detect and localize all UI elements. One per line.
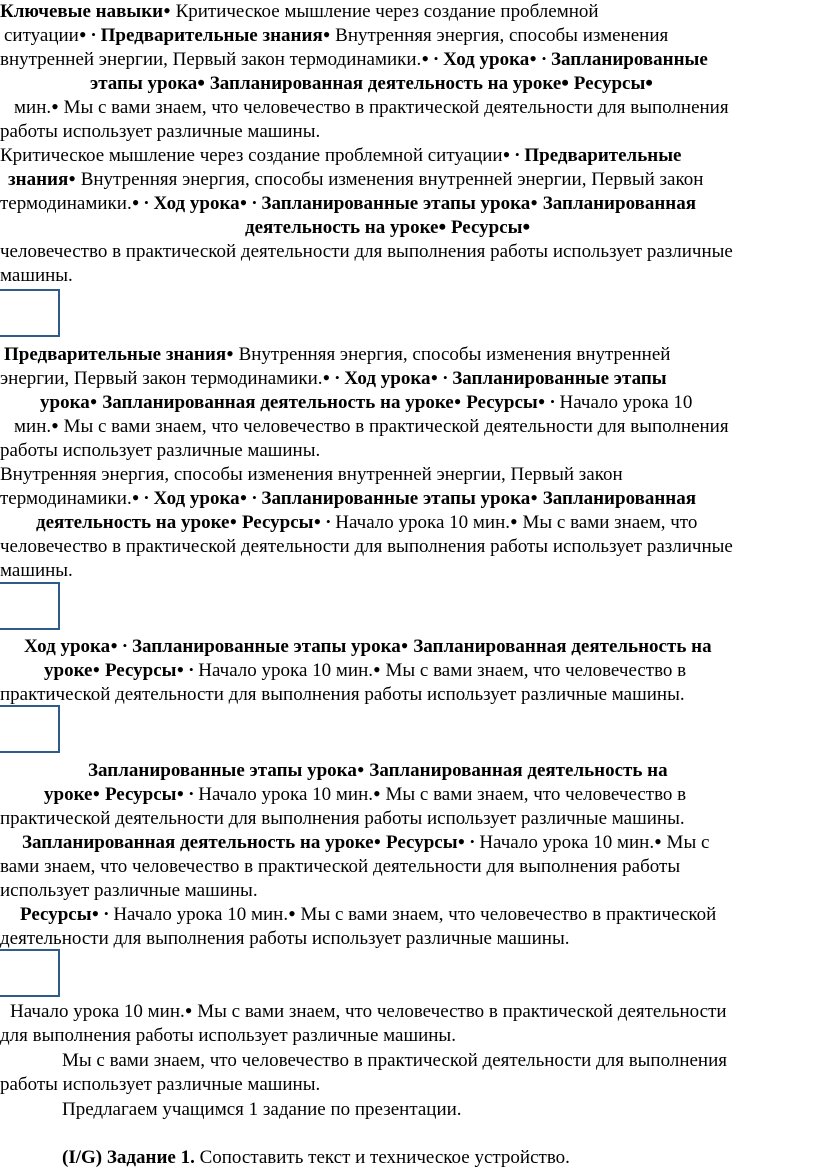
checkbox[interactable]: [0, 705, 60, 753]
text-line: ситуации• • Предварительные знания• Внутренняя энергия, способы изменения: [4, 22, 669, 47]
text-line: уроке• Ресурсы• • Начало урока 10 мин.• Мы с вами знаем, что человечество в: [44, 781, 687, 806]
text-line: Ресурсы• • Начало урока 10 мин.• Мы с вами знаем, что человечество в практической: [20, 901, 717, 926]
text-line: Ключевые навыки• Критическое мышление через создание проблемной: [0, 0, 599, 23]
text-line: деятельность на уроке• Ресурсы•: [245, 214, 531, 239]
text-line: Предварительные знания• Внутренняя энергия, способы изменения внутренней: [4, 341, 671, 366]
text-line: работы использует различные машины.: [0, 121, 321, 142]
text-line: мин.• Мы с вами знаем, что человечество в практической деятельности для выполнения: [14, 94, 729, 119]
text-line: машины.: [0, 560, 73, 581]
text-line: этапы урока• Запланированная деятельность на уроке• Ресурсы•: [90, 70, 653, 95]
task-line: (I/G) Задание 1. Сопоставить текст и техническое устройство.: [62, 1147, 570, 1168]
text-line: машины.: [0, 265, 73, 286]
text-line: использует различные машины.: [0, 880, 258, 901]
text-line: Ход урока• • Запланированные этапы урока• Запланированная деятельность на: [24, 633, 712, 658]
text-line: термодинамики.• • Ход урока• • Запланированные этапы урока• Запланированная: [0, 485, 697, 510]
text-line: для выполнения работы использует различные машины.: [0, 1025, 456, 1046]
text-line: человечество в практической деятельности для выполнения работы использует различные: [0, 241, 733, 262]
text-line: практической деятельности для выполнения работы использует различные машины.: [0, 808, 685, 829]
text-line: термодинамики.• • Ход урока• • Запланированные этапы урока• Запланированная: [0, 190, 697, 215]
text-line: Запланированная деятельность на уроке• Ресурсы• • Начало урока 10 мин.• Мы с: [22, 829, 710, 854]
text-line: человечество в практической деятельности для выполнения работы использует различные: [0, 536, 733, 557]
text-line: знания• Внутренняя энергия, способы изменения внутренней энергии, Первый закон: [8, 166, 704, 191]
text-line: урока• Запланированная деятельность на уроке• Ресурсы• • Начало урока 10: [40, 389, 693, 414]
text-line: деятельности для выполнения работы использует различные машины.: [0, 928, 570, 949]
text-line: Запланированные этапы урока• Запланированная деятельность на: [88, 757, 668, 782]
text-line: работы использует различные машины.: [0, 440, 321, 461]
text-line: внутренней энергии, Первый закон термодинамики.• • Ход урока• • Запланированные: [0, 46, 708, 71]
text-line: работы использует различные машины.: [0, 1074, 321, 1095]
text-line: Предлагаем учащимся 1 задание по презентации.: [62, 1099, 462, 1120]
text-line: уроке• Ресурсы• • Начало урока 10 мин.• Мы с вами знаем, что человечество в: [44, 657, 687, 682]
text-line: энергии, Первый закон термодинамики.• • Ход урока• • Запланированные этапы: [0, 365, 667, 390]
text-line: деятельность на уроке• Ресурсы• • Начало урока 10 мин.• Мы с вами знаем, что: [36, 509, 698, 534]
checkbox[interactable]: [0, 949, 60, 997]
text-line: Мы с вами знаем, что человечество в практической деятельности для выполнения: [62, 1050, 728, 1071]
text-line: вами знаем, что человечество в практической деятельности для выполнения работы: [0, 856, 681, 877]
text-line: Начало урока 10 мин.• Мы с вами знаем, что человечество в практической деятельности: [10, 998, 727, 1023]
text-line: мин.• Мы с вами знаем, что человечество в практической деятельности для выполнения: [14, 413, 729, 438]
checkbox[interactable]: [0, 582, 60, 630]
checkbox[interactable]: [0, 289, 60, 337]
text-line: практической деятельности для выполнения работы использует различные машины.: [0, 684, 685, 705]
text-line: Критическое мышление через создание проблемной ситуации• • Предварительные: [0, 142, 682, 167]
text-line: Внутренняя энергия, способы изменения внутренней энергии, Первый закон: [0, 464, 623, 485]
